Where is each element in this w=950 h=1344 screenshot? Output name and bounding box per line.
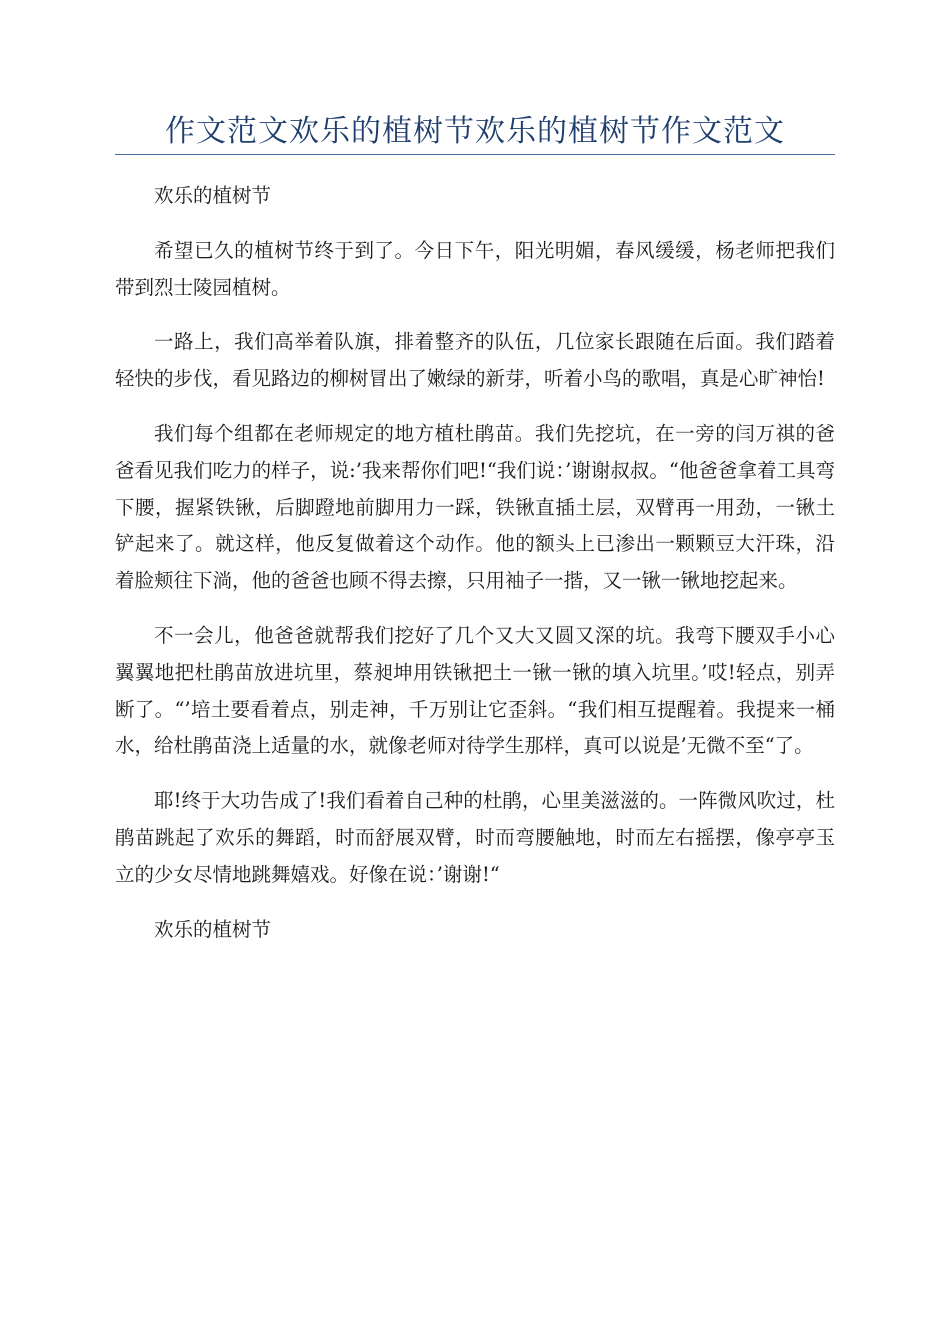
document-title: 作文范文欢乐的植树节欢乐的植树节作文范文	[165, 114, 785, 149]
paragraph: 一路上，我们高举着队旗，排着整齐的队伍，几位家长跟随在后面。我们踏着轻快的步伐，看见路边的柳树冒出了嫩绿的新芽，听着小鸟的歌唱，真是心旷神怡!	[115, 330, 835, 391]
paragraph: 我们每个组都在老师规定的地方植杜鹃苗。我们先挖坑，在一旁的闫万祺的爸爸看见我们吃力的样子，说:’我来帮你们吧!“我们说：’谢谢叔叔。“他爸爸拿着工具弯下腰，握紧铁锹，后脚蹬地前脚用力一踩，铁锹直插土层，双臂再一用劲，一锹土铲起来了。就这样，他反复做着这个动作。他的额头上已渗出一颗颗豆大汗珠，沿着脸颊往下淌，他的爸爸也顾不得去擦，只用袖子一揩，又一锹一锹地挖起来。	[115, 421, 835, 593]
paragraph: 耶!终于大功告成了!我们看着自己种的杜鹃，心里美滋滋的。一阵微风吹过，杜鹃苗跳起了欢乐的舞蹈，时而舒展双臂，时而弯腰触地，时而左右摇摆，像亭亭玉立的少女尽情地跳舞嬉戏。好像在说：’谢谢!“	[115, 789, 835, 886]
paragraph: 希望已久的植树节终于到了。今日下午，阳光明媚，春风缓缓，杨老师把我们带到烈士陵园植树。	[115, 238, 835, 299]
title-underline	[115, 154, 835, 155]
paragraph: 不一会儿，他爸爸就帮我们挖好了几个又大又圆又深的坑。我弯下腰双手小心翼翼地把杜鹃苗放进坑里，蔡昶坤用铁锹把土一锹一锹的填入坑里。’哎!轻点，别弄断了。“’培土要看着点，别走神，千万别让它歪斜。“我们相互提醒着。我提来一桶水，给杜鹃苗浇上适量的水，就像老师对待学生那样，真可以说是’无微不至“了。	[115, 623, 835, 758]
document-body	[115, 178, 835, 966]
section-heading: 欢乐的植树节	[154, 184, 272, 207]
section-heading: 欢乐的植树节	[154, 917, 272, 941]
